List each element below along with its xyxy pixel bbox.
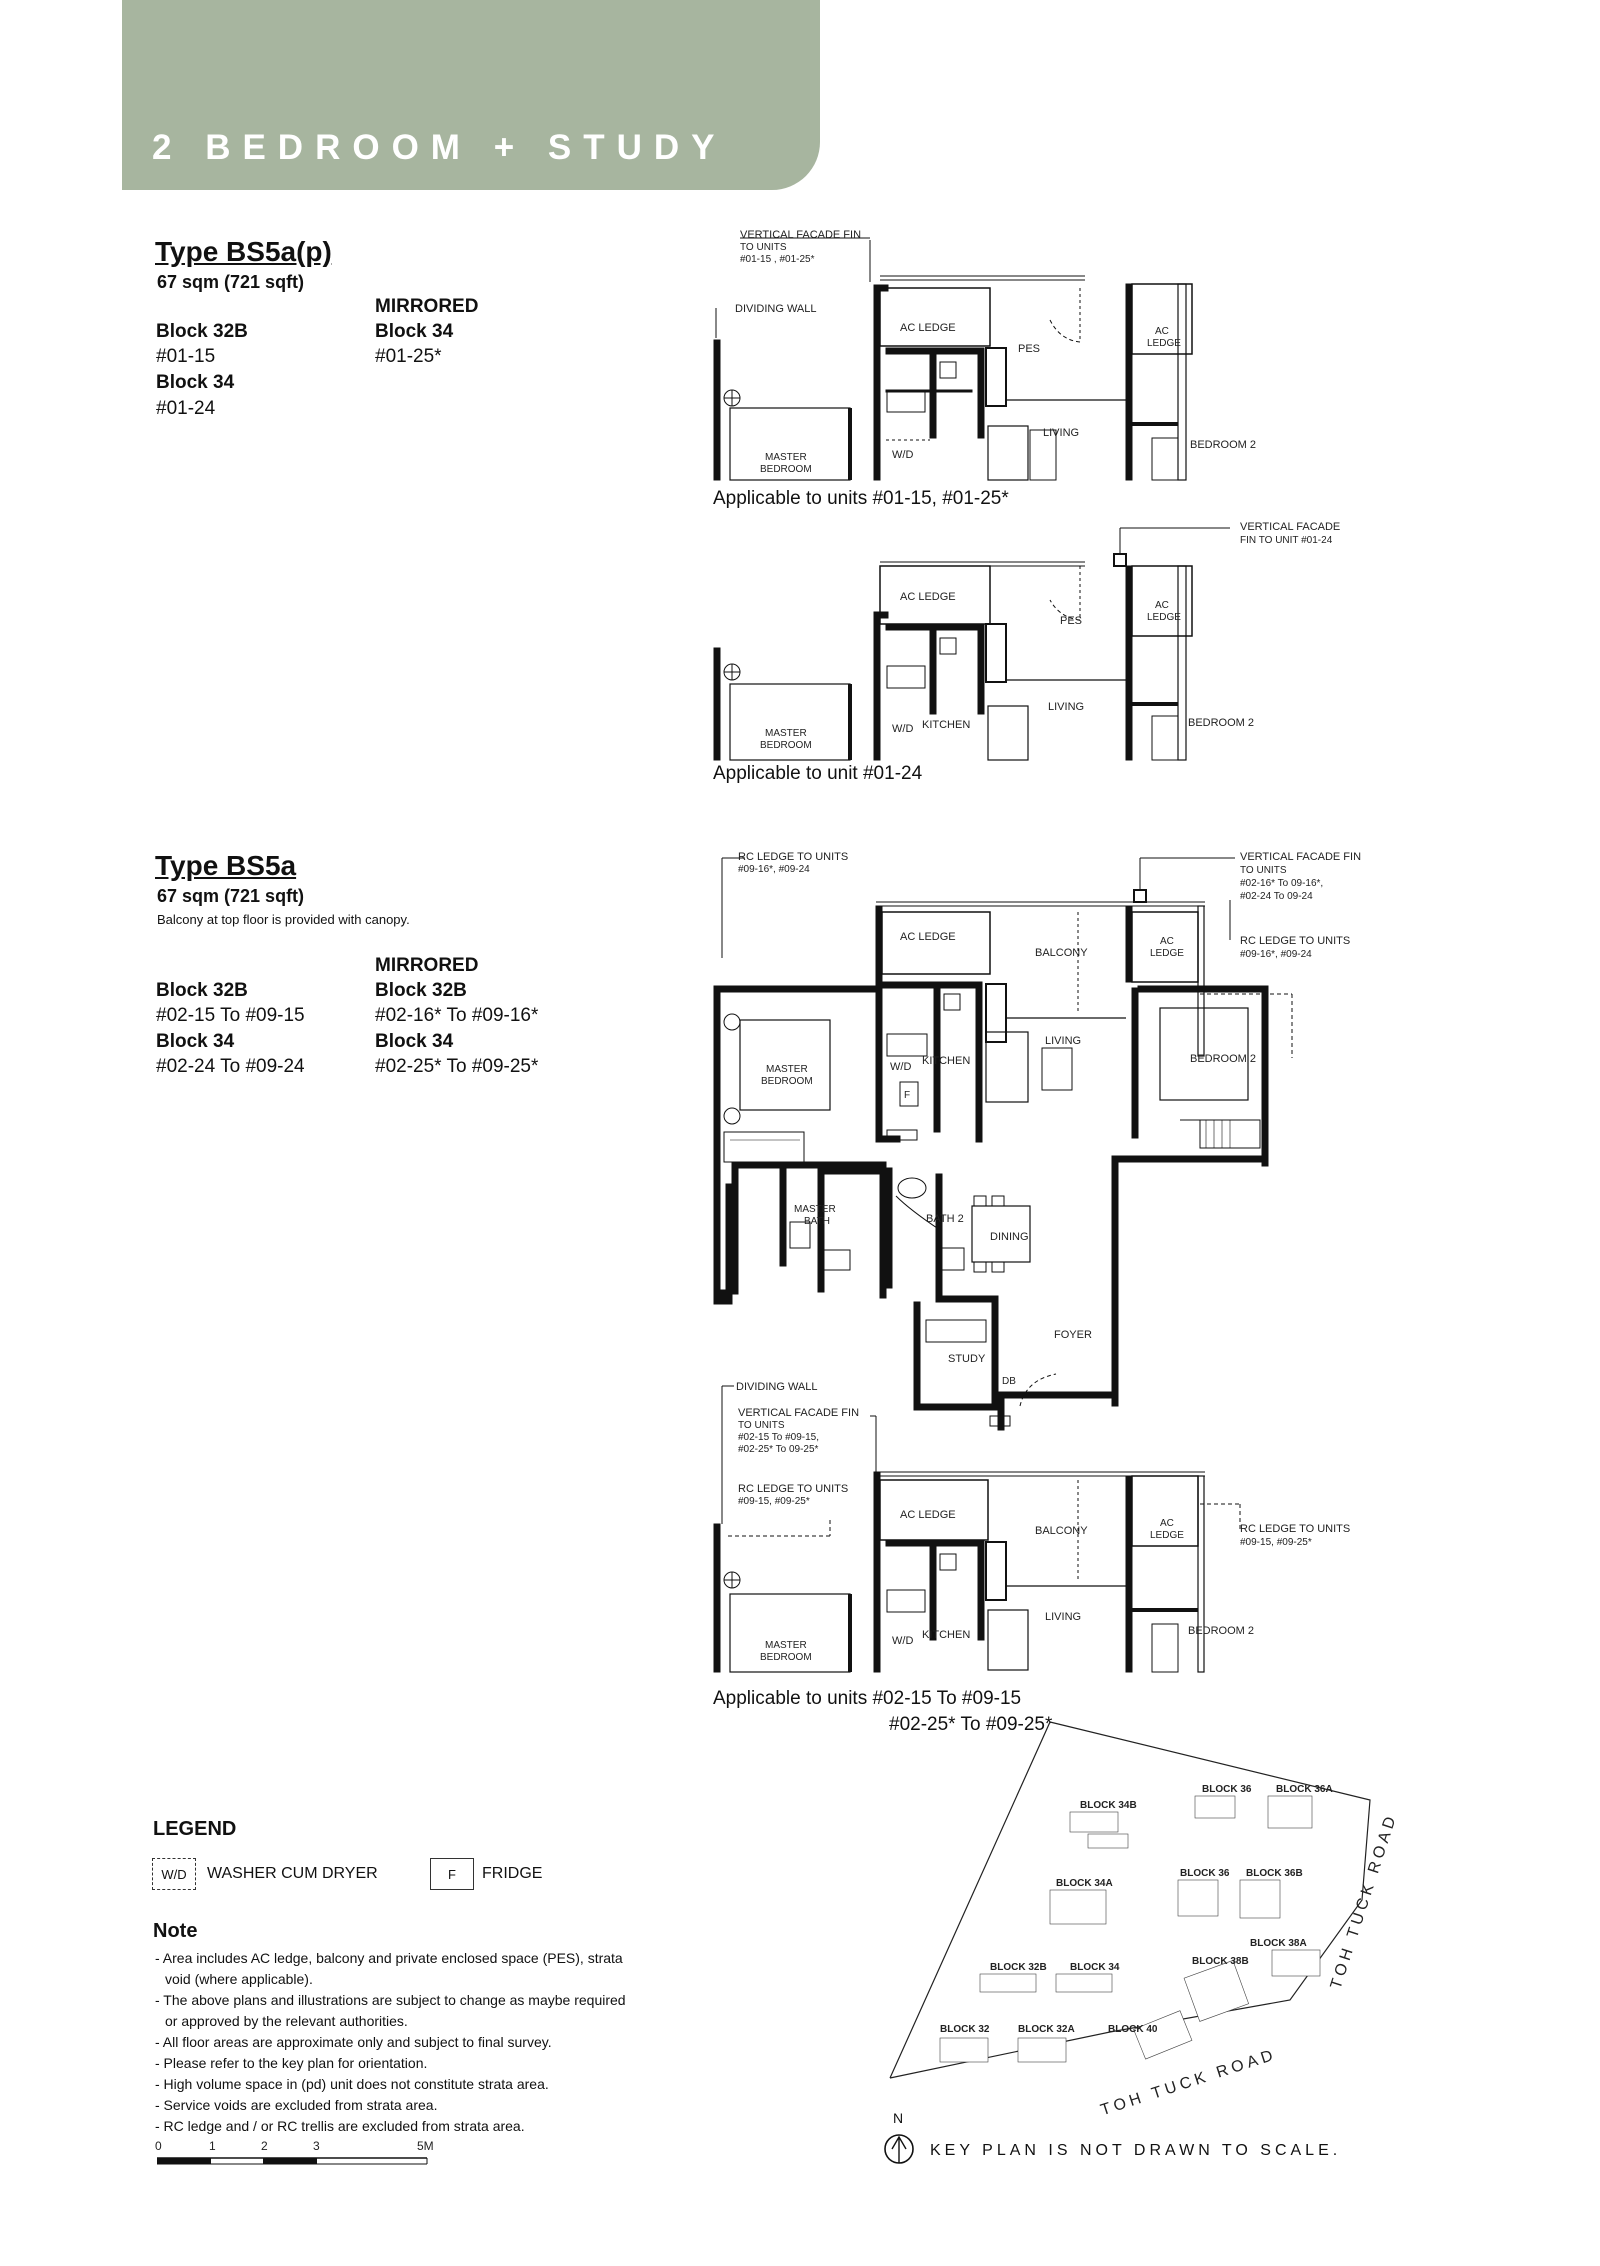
scale-tick: 3	[313, 2139, 320, 2153]
plan-caption: Applicable to units #01-15, #01-25*	[713, 488, 1009, 509]
key-plan	[860, 1700, 1401, 2125]
note-item: - High volume space in (pd) unit does not constitute strata area.	[155, 2076, 549, 2092]
room-label: AC	[1155, 600, 1169, 611]
annotation: DIVIDING WALL	[735, 303, 817, 315]
unit-label: #02-16* To #09-16*	[375, 1005, 539, 1026]
room-label: LEDGE	[1150, 1530, 1184, 1541]
room-label: BALCONY	[1035, 947, 1088, 959]
notes-heading: Note	[153, 1920, 198, 1942]
room-label: MASTER	[765, 452, 807, 463]
block-label: BLOCK 34	[1070, 1962, 1120, 1973]
annotation: VERTICAL FACADE FIN	[740, 229, 862, 241]
annotation: TO UNITS	[1240, 865, 1287, 876]
road-label: TOH TUCK ROAD	[1327, 1811, 1401, 1992]
room-label: AC	[1160, 936, 1174, 947]
washer-dryer-symbol: W/D	[152, 1858, 196, 1890]
room-label: AC	[1155, 326, 1169, 337]
room-label: LIVING	[1048, 701, 1085, 713]
room-label: BEDROOM	[760, 464, 812, 475]
annotation: #09-15, #09-25*	[738, 1496, 810, 1507]
unit-label: #02-15 To #09-15	[156, 1005, 305, 1026]
note-item: - Service voids are excluded from strata area.	[155, 2097, 438, 2113]
room-label: AC LEDGE	[900, 322, 956, 334]
block-label: Block 34	[375, 321, 454, 342]
room-label: AC LEDGE	[900, 591, 956, 603]
annotation: TO UNITS	[740, 242, 787, 253]
unit-label: #02-25* To #09-25*	[375, 1056, 539, 1077]
type-size-bs5ap: 67 sqm (721 sqft)	[157, 272, 305, 292]
room-label: BEDROOM 2	[1190, 1053, 1257, 1065]
room-label: PES	[1018, 343, 1041, 355]
annotation: TO UNITS	[738, 1420, 785, 1431]
annotation: RC LEDGE TO UNITS	[738, 851, 849, 863]
block-label: Block 32B	[375, 980, 467, 1001]
annotation: VERTICAL FACADE FIN	[1240, 851, 1362, 863]
annotation: RC LEDGE TO UNITS	[1240, 935, 1351, 947]
north-label: N	[893, 2110, 904, 2126]
annotation: #09-16*, #09-24	[1240, 949, 1312, 960]
page-title: 2 BEDROOM + STUDY	[152, 128, 727, 167]
room-label: LIVING	[1045, 1035, 1082, 1047]
annotation: DIVIDING WALL	[736, 1381, 818, 1393]
block-label: BLOCK 36	[1202, 1784, 1252, 1795]
scale-tick: 1	[209, 2139, 216, 2153]
block-label: Block 34	[375, 1031, 454, 1052]
block-label: BLOCK 34A	[1056, 1878, 1113, 1889]
room-label: W/D	[892, 449, 914, 461]
room-label: MASTER	[765, 1640, 807, 1651]
annotation: #09-15, #09-25*	[1240, 1537, 1312, 1548]
type-title-bs5ap: Type BS5a(p)	[155, 236, 332, 267]
floor-plan-partial-3	[700, 1380, 1360, 1685]
room-label: DINING	[990, 1231, 1029, 1243]
scale-bar	[155, 2138, 445, 2179]
floor-plan-full	[700, 850, 1360, 1435]
room-label: MASTER	[765, 728, 807, 739]
room-label: BEDROOM 2	[1188, 717, 1255, 729]
annotation: RC LEDGE TO UNITS	[738, 1483, 849, 1495]
unit-label: #02-24 To #09-24	[156, 1056, 305, 1077]
block-label: BLOCK 38B	[1192, 1956, 1249, 1967]
mirrored-label: MIRRORED	[375, 296, 479, 317]
annotation: RC LEDGE TO UNITS	[1240, 1523, 1351, 1535]
note-item: - RC ledge and / or RC trellis are excluded from strata area.	[155, 2118, 525, 2134]
room-label: FOYER	[1054, 1329, 1092, 1341]
scale-tick: 5M	[417, 2139, 434, 2153]
room-label: AC LEDGE	[900, 931, 956, 943]
room-label: STUDY	[948, 1353, 986, 1365]
block-label: BLOCK 32	[940, 2024, 990, 2035]
scale-tick: 2	[261, 2139, 268, 2153]
block-label: Block 34	[156, 372, 235, 393]
annotation: #02-24 To 09-24	[1240, 891, 1313, 902]
room-label: LIVING	[1045, 1611, 1082, 1623]
block-label: Block 34	[156, 1031, 235, 1052]
block-label: BLOCK 40	[1108, 2024, 1158, 2035]
room-label: DB	[1002, 1376, 1016, 1387]
room-label: KITCHEN	[922, 1055, 971, 1067]
annotation: #02-15 To #09-15,	[738, 1432, 819, 1443]
room-label: F	[904, 1090, 911, 1101]
room-label: PES	[1060, 615, 1083, 627]
annotation: #01-15 , #01-25*	[740, 254, 815, 265]
room-label: W/D	[892, 1635, 914, 1647]
legend-label: WASHER CUM DRYER	[207, 1865, 378, 1882]
header-banner	[122, 0, 820, 190]
floor-plan-partial-1	[700, 230, 1300, 495]
annotation: #09-16*, #09-24	[738, 864, 810, 875]
room-label: W/D	[892, 723, 914, 735]
room-label: BEDROOM	[760, 740, 812, 751]
legend-heading: LEGEND	[153, 1818, 237, 1840]
block-label: BLOCK 32B	[990, 1962, 1047, 1973]
annotation: VERTICAL FACADE	[1240, 521, 1341, 533]
room-label: MASTER	[766, 1064, 808, 1075]
block-label: BLOCK 32A	[1018, 2024, 1075, 2035]
room-label: MASTER	[794, 1204, 836, 1215]
annotation: #02-25* To 09-25*	[738, 1444, 819, 1455]
room-label: BEDROOM 2	[1188, 1625, 1255, 1637]
room-label: KITCHEN	[922, 1629, 971, 1641]
room-label: AC LEDGE	[900, 1509, 956, 1521]
scale-tick: 0	[155, 2139, 162, 2153]
plan-caption: Applicable to units #02-15 To #09-15	[713, 1688, 1022, 1709]
block-label: Block 32B	[156, 980, 248, 1001]
block-label: BLOCK 36A	[1276, 1784, 1333, 1795]
unit-label: #01-24	[156, 398, 216, 419]
unit-label: #01-15	[156, 346, 216, 367]
plan-caption: Applicable to unit #01-24	[713, 763, 923, 784]
north-arrow-icon	[883, 2133, 915, 2170]
room-label: KITCHEN	[922, 719, 971, 731]
room-label: BEDROOM	[761, 1076, 813, 1087]
legend-label: FRIDGE	[482, 1865, 543, 1882]
room-label: BATH 2	[926, 1213, 964, 1225]
block-label: BLOCK 36	[1180, 1868, 1230, 1879]
note-item: - All floor areas are approximate only and subject to final survey.	[155, 2034, 552, 2050]
room-label: BEDROOM 2	[1190, 439, 1257, 451]
room-label: LIVING	[1043, 427, 1080, 439]
floor-plan-partial-2	[700, 520, 1360, 765]
room-label: BATH	[804, 1216, 830, 1227]
unit-label: #01-25*	[375, 346, 442, 367]
room-label: BEDROOM	[760, 1652, 812, 1663]
room-label: AC	[1160, 1518, 1174, 1529]
keyplan-caption: KEY PLAN IS NOT DRAWN TO SCALE.	[930, 2142, 1342, 2159]
mirrored-label: MIRRORED	[375, 955, 479, 976]
note-item: - Area includes AC ledge, balcony and private enclosed space (PES), strata void (where applicable).	[155, 1950, 623, 1987]
plan-caption: #02-25* To #09-25*	[889, 1714, 1053, 1735]
room-label: W/D	[890, 1061, 912, 1073]
type-title-bs5a: Type BS5a	[155, 850, 297, 881]
annotation: FIN TO UNIT #01-24	[1240, 535, 1333, 546]
annotation: #02-16* To 09-16*,	[1240, 878, 1324, 889]
annotation: VERTICAL FACADE FIN	[738, 1407, 860, 1419]
notes-list	[155, 1948, 635, 2137]
note-item: - The above plans and illustrations are subject to change as maybe required or approved by the relevant authorities.	[155, 1992, 626, 2029]
block-label: BLOCK 38A	[1250, 1938, 1307, 1949]
type-size-bs5a: 67 sqm (721 sqft)	[157, 886, 305, 906]
room-label: LEDGE	[1147, 338, 1181, 349]
note-item: - Please refer to the key plan for orientation.	[155, 2055, 428, 2071]
room-label: LEDGE	[1147, 612, 1181, 623]
room-label: BALCONY	[1035, 1525, 1088, 1537]
block-label: Block 32B	[156, 321, 248, 342]
block-label: BLOCK 36B	[1246, 1868, 1303, 1879]
type-note: Balcony at top floor is provided with canopy.	[157, 912, 410, 927]
road-label: TOH TUCK ROAD	[1098, 2046, 1279, 2120]
fridge-symbol: F	[430, 1858, 474, 1890]
block-label: BLOCK 34B	[1080, 1800, 1137, 1811]
room-label: LEDGE	[1150, 948, 1184, 959]
